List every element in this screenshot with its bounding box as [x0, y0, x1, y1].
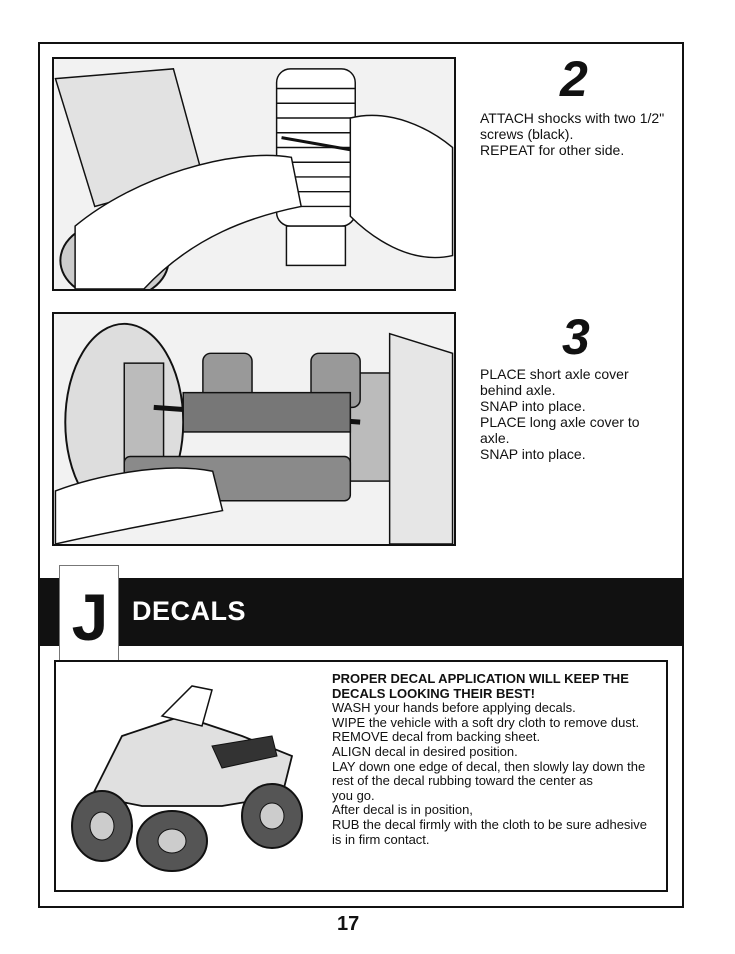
- step2-number: 2: [560, 51, 588, 107]
- step2-line: REPEAT for other side.: [480, 142, 625, 158]
- decal-line: WASH your hands before applying decals.: [332, 700, 576, 716]
- decal-heading-line: PROPER DECAL APPLICATION WILL KEEP THE: [332, 671, 629, 686]
- decal-heading-line: DECALS LOOKING THEIR BEST!: [332, 685, 535, 701]
- decal-line: After decal is in position,: [332, 802, 473, 818]
- page-number: 17: [337, 913, 360, 935]
- step3-illustration: [52, 312, 456, 546]
- decal-line: REMOVE decal from backing sheet.: [332, 729, 541, 745]
- decal-line: you go.: [332, 787, 375, 803]
- step3-line: SNAP into place.: [480, 446, 586, 462]
- step3-line: PLACE short axle cover: [480, 366, 629, 382]
- step3-line: behind axle.: [480, 382, 556, 398]
- section-title: DECALS: [132, 596, 247, 626]
- decal-line: WIPE the vehicle with a soft dry cloth to remove dust.: [332, 714, 640, 730]
- shock-install-drawing: [54, 59, 454, 289]
- decal-instructions: [332, 672, 647, 847]
- section-letter-box: [59, 565, 119, 661]
- decal-line: RUB the decal firmly with the cloth to be sure adhesive: [332, 816, 648, 832]
- step3-instructions: [480, 366, 640, 462]
- section-letter: J: [71, 580, 109, 654]
- step2-illustration: [52, 57, 456, 291]
- step2-line: ATTACH shocks with two 1/2": [480, 110, 665, 126]
- decal-line: LAY down one edge of decal, then slowly lay down the: [332, 758, 646, 774]
- step3-line: axle.: [480, 430, 510, 446]
- step3-number: 3: [562, 309, 590, 365]
- decal-line: is in firm contact.: [332, 831, 430, 847]
- step2-line: screws (black).: [480, 126, 574, 142]
- decal-line: ALIGN decal in desired position.: [332, 743, 518, 759]
- step3-line: SNAP into place.: [480, 398, 586, 414]
- decal-line: rest of the decal rubbing toward the center as: [332, 773, 593, 789]
- step3-line: PLACE long axle cover to: [480, 414, 640, 430]
- step2-instructions: [480, 110, 664, 158]
- vehicle-illustration: [62, 676, 312, 876]
- atv-drawing: [62, 676, 312, 876]
- axle-cover-drawing: [54, 314, 454, 544]
